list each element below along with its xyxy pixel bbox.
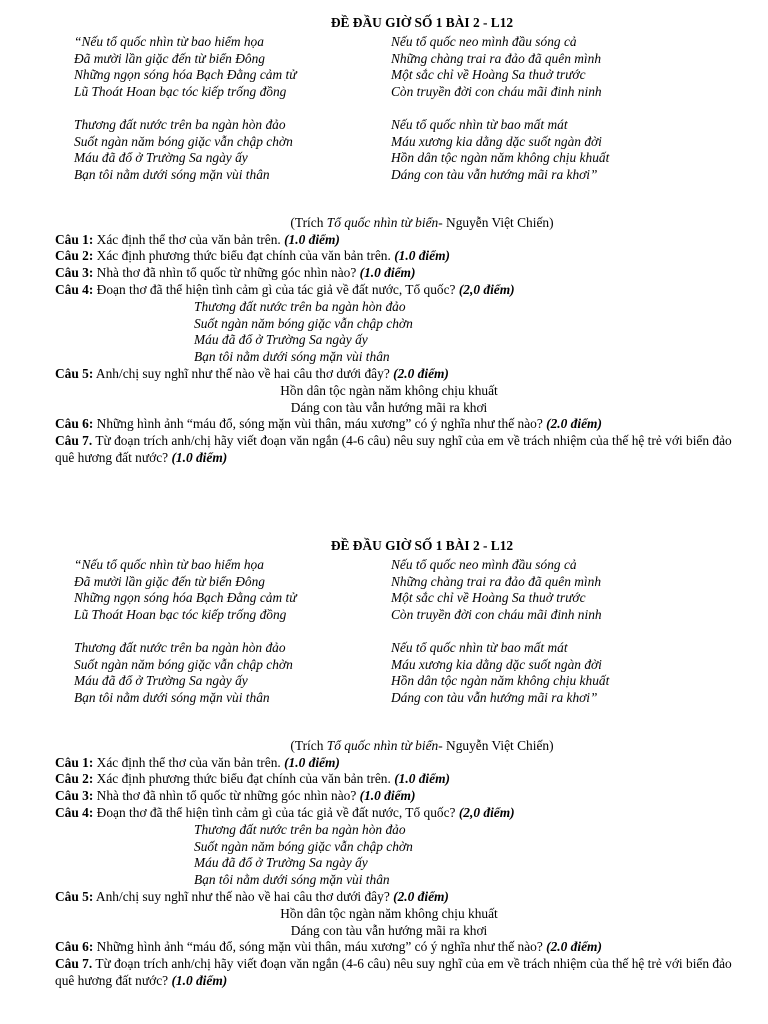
poem-line: Một sắc chỉ về Hoàng Sa thuở trước [391, 67, 586, 83]
quote-line: Bạn tôi nằm dưới sóng mặn vùi thân [194, 349, 390, 365]
quote-line: Hồn dân tộc ngàn năm không chịu khuất [280, 382, 498, 398]
source-author: - Nguyễn Việt Chiến) [438, 737, 554, 753]
question-6: Câu 6: Những hình ảnh “máu đổ, sóng mặn vùi thân, máu xương” có ý nghĩa như thế nào? (2.0 điểm) [55, 416, 602, 432]
score-badge: (2.0 điểm) [546, 416, 602, 432]
poem-line: Những chàng trai ra đảo đã quên mình [391, 50, 602, 66]
poem-line: Suốt ngàn năm bóng giặc vẫn chập chờn [74, 133, 293, 149]
exam-sheet-bottom [0, 538, 768, 990]
question-7: Câu 7. Từ đoạn trích anh/chị hãy viết đoạn văn ngắn (4-6 câu) nêu suy nghĩ của em về trách nhiệm của thế hệ trẻ với biển đảo quê hương đất nước? (1.0 điểm) [55, 956, 732, 988]
quote-line: Máu đã đổ ở Trường Sa ngày ấy [194, 332, 368, 348]
score-badge: (2,0 điểm) [458, 281, 515, 297]
score-badge: (1.0 điểm) [359, 788, 416, 804]
question-1: Câu 1: Xác định thể thơ của văn bản trên. (1.0 điểm) [55, 754, 340, 770]
poem-line: Hồn dân tộc ngàn năm không chịu khuất [391, 673, 610, 689]
quote-line: Thương đất nước trên ba ngàn hòn đảo [194, 298, 406, 314]
quote-line: Hồn dân tộc ngàn năm không chịu khuất [280, 905, 498, 921]
poem-line: Còn truyền đời con cháu mãi đinh ninh [391, 84, 602, 100]
poem-line: “Nếu tổ quốc nhìn từ bao hiểm họa [74, 556, 264, 572]
question-2: Câu 2: Xác định phương thức biểu đạt chính của văn bản trên. (1.0 điểm) [55, 248, 450, 264]
question-5: Câu 5: Anh/chị suy nghĩ như thế nào về hai câu thơ dưới đây? (2.0 điểm) [55, 888, 449, 904]
exam-sheet-top [0, 15, 768, 467]
poem-right-stanza-2 [391, 640, 609, 707]
poem-left-stanza-2 [74, 640, 293, 707]
score-badge: (1.0 điểm) [284, 231, 340, 247]
poem-line: Nếu tổ quốc neo mình đầu sóng cả [391, 33, 577, 49]
poem-line: Máu đã đổ ở Trường Sa ngày ấy [74, 150, 248, 166]
poem-line: Hồn dân tộc ngàn năm không chịu khuất [391, 150, 610, 166]
poem-left-stanza-1 [74, 557, 297, 624]
poem-line: Lũ Thoát Hoan bạc tóc kiếp trống đồng [74, 607, 287, 623]
question-3: Câu 3: Nhà thơ đã nhìn tổ quốc từ những góc nhìn nào? (1.0 điểm) [55, 265, 416, 281]
source-work-title: Tổ quốc nhìn từ biển [326, 737, 439, 753]
score-badge: (1.0 điểm) [394, 248, 450, 264]
poem-source [0, 215, 768, 232]
source-prefix: (Trích [290, 737, 327, 753]
source-prefix: (Trích [290, 214, 327, 230]
poem-right-stanza-1 [391, 34, 602, 101]
poem-left-stanza-2 [74, 117, 293, 184]
poem-right-stanza-2 [391, 117, 609, 184]
poem-excerpt [0, 555, 768, 707]
quote-line: Máu đã đổ ở Trường Sa ngày ấy [194, 855, 368, 871]
poem-line: Còn truyền đời con cháu mãi đinh ninh [391, 607, 602, 623]
source-work-title: Tổ quốc nhìn từ biển [326, 214, 439, 230]
quote-line: Dáng con tàu vẫn hướng mãi ra khơi [290, 399, 488, 415]
question-5-quote [0, 383, 768, 417]
score-badge: (1.0 điểm) [284, 754, 340, 770]
poem-left-stanza-1 [74, 34, 297, 101]
poem-source [0, 738, 768, 755]
quote-line: Suốt ngàn năm bóng giặc vẫn chập chờn [194, 838, 413, 854]
exam-title: ĐỀ ĐẦU GIỜ SỐ 1 BÀI 2 - L12 [330, 538, 514, 553]
score-badge: (2.0 điểm) [393, 888, 449, 904]
poem-line: Những chàng trai ra đảo đã quên mình [391, 573, 602, 589]
poem-line: Thương đất nước trên ba ngàn hòn đảo [74, 116, 286, 132]
score-badge: (2,0 điểm) [458, 804, 515, 820]
question-3: Câu 3: Nhà thơ đã nhìn tổ quốc từ những góc nhìn nào? (1.0 điểm) [55, 788, 416, 804]
poem-line: Máu đã đổ ở Trường Sa ngày ấy [74, 673, 248, 689]
question-4: Câu 4: Đoạn thơ đã thể hiện tình cảm gì của tác giả về đất nước, Tổ quốc? (2,0 điểm) [55, 804, 515, 820]
quote-line: Thương đất nước trên ba ngàn hòn đảo [194, 821, 406, 837]
score-badge: (2.0 điểm) [393, 365, 449, 381]
poem-line: Đã mười lần giặc đến từ biển Đông [74, 573, 265, 589]
poem-line: Bạn tôi nằm dưới sóng mặn vùi thân [74, 167, 270, 183]
poem-line: Những ngọn sóng hóa Bạch Đằng cảm tử [74, 67, 297, 83]
question-5: Câu 5: Anh/chị suy nghĩ như thế nào về hai câu thơ dưới đây? (2.0 điểm) [55, 365, 449, 381]
poem-line: Một sắc chỉ về Hoàng Sa thuở trước [391, 590, 586, 606]
poem-line: Suốt ngàn năm bóng giặc vẫn chập chờn [74, 656, 293, 672]
score-badge: (1.0 điểm) [171, 972, 228, 988]
poem-line: Lũ Thoát Hoan bạc tóc kiếp trống đồng [74, 84, 287, 100]
score-badge: (1.0 điểm) [359, 265, 416, 281]
quote-line: Dáng con tàu vẫn hướng mãi ra khơi [290, 922, 488, 938]
score-badge: (1.0 điểm) [171, 449, 228, 465]
source-author: - Nguyễn Việt Chiến) [438, 214, 554, 230]
poem-line: Máu xương kia dằng dặc suốt ngàn đời [391, 656, 602, 672]
poem-line: “Nếu tổ quốc nhìn từ bao hiểm họa [74, 33, 264, 49]
question-7: Câu 7. Từ đoạn trích anh/chị hãy viết đoạn văn ngắn (4-6 câu) nêu suy nghĩ của em về trách nhiệm của thế hệ trẻ với biển đảo quê hương đất nước? (1.0 điểm) [55, 433, 732, 465]
poem-line: Dáng con tàu vẫn hướng mãi ra khơi” [391, 690, 598, 706]
poem-line: Máu xương kia dằng dặc suốt ngàn đời [391, 133, 602, 149]
score-badge: (2.0 điểm) [546, 939, 602, 955]
question-4-quote [0, 822, 768, 889]
question-6: Câu 6: Những hình ảnh “máu đổ, sóng mặn vùi thân, máu xương” có ý nghĩa như thế nào? (2.0 điểm) [55, 939, 602, 955]
poem-line: Thương đất nước trên ba ngàn hòn đảo [74, 639, 286, 655]
score-badge: (1.0 điểm) [394, 771, 450, 787]
poem-line: Nếu tổ quốc nhìn từ bao mất mát [391, 639, 568, 655]
poem-excerpt [0, 32, 768, 184]
poem-line: Bạn tôi nằm dưới sóng mặn vùi thân [74, 690, 270, 706]
poem-line: Đã mười lần giặc đến từ biển Đông [74, 50, 265, 66]
poem-line: Nếu tổ quốc nhìn từ bao mất mát [391, 116, 568, 132]
exam-title: ĐỀ ĐẦU GIỜ SỐ 1 BÀI 2 - L12 [330, 15, 514, 30]
question-2: Câu 2: Xác định phương thức biểu đạt chính của văn bản trên. (1.0 điểm) [55, 771, 450, 787]
question-4: Câu 4: Đoạn thơ đã thể hiện tình cảm gì của tác giả về đất nước, Tổ quốc? (2,0 điểm) [55, 281, 515, 297]
poem-line: Những ngọn sóng hóa Bạch Đằng cảm tử [74, 590, 297, 606]
poem-line: Dáng con tàu vẫn hướng mãi ra khơi” [391, 167, 598, 183]
question-5-quote [0, 906, 768, 940]
poem-line: Nếu tổ quốc neo mình đầu sóng cả [391, 556, 577, 572]
poem-right-stanza-1 [391, 557, 602, 624]
quote-line: Suốt ngàn năm bóng giặc vẫn chập chờn [194, 315, 413, 331]
question-1: Câu 1: Xác định thể thơ của văn bản trên. (1.0 điểm) [55, 231, 340, 247]
quote-line: Bạn tôi nằm dưới sóng mặn vùi thân [194, 872, 390, 888]
question-4-quote [0, 299, 768, 366]
